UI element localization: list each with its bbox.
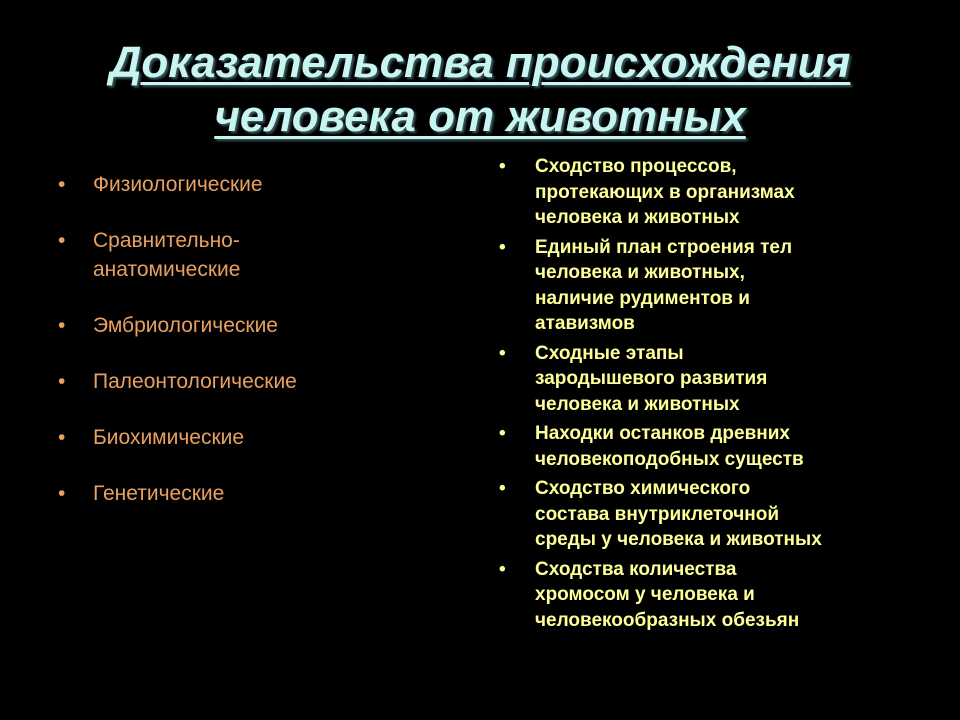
evidence-description-item	[494, 421, 944, 472]
evidence-description-list	[494, 154, 944, 637]
item-text-line: • Эмбриологические	[93, 314, 278, 337]
item-text-line: человека и животных	[535, 393, 740, 415]
item-text-line: • Сходные этапы	[535, 342, 684, 364]
evidence-type-item	[58, 479, 458, 508]
item-text-line: состава внутриклеточной	[535, 503, 780, 525]
item-text-line: • Сходство химического	[535, 478, 751, 499]
evidence-description-item	[494, 476, 944, 553]
title-line-2: человека от животных	[214, 92, 746, 141]
item-text-line: • Генетические	[93, 482, 225, 505]
evidence-types-list	[58, 170, 458, 508]
slide-title	[0, 36, 960, 144]
item-text-line: • Сравнительно-	[93, 229, 240, 252]
evidence-type-item	[58, 367, 458, 396]
item-text-line: человекообразных обезьян	[535, 609, 800, 631]
item-text-line: человекоподобных существ	[535, 448, 804, 470]
evidence-type-item	[58, 170, 458, 199]
item-text-line: атавизмов	[535, 313, 635, 334]
item-text-line: среды у человека и животных	[535, 529, 822, 550]
item-text-line: хромосом у человека и	[535, 584, 755, 605]
item-text-line: человека и животных	[535, 207, 740, 228]
item-text-line: • Сходства количества	[535, 558, 737, 580]
evidence-description-item	[494, 341, 944, 418]
item-text-line: протекающих в организмах	[535, 181, 795, 203]
evidence-description-item	[494, 557, 944, 634]
item-text-line: человека и животных,	[535, 262, 745, 283]
item-text-line: • Палеонтологические	[93, 370, 297, 393]
evidence-description-item	[494, 154, 944, 231]
evidence-type-item	[58, 423, 458, 452]
item-text-line: • Сходство процессов,	[535, 156, 737, 177]
item-text-line: наличие рудиментов и	[535, 287, 750, 309]
item-text-line: • Находки останков древних	[535, 423, 790, 444]
item-text-line: зародышевого развития	[535, 368, 768, 389]
item-text-line: • Физиологические	[93, 173, 263, 196]
evidence-type-item	[58, 226, 458, 284]
title-line-1: Доказательства происхождения	[109, 38, 851, 87]
item-text-line: • Единый план строения тел	[535, 236, 793, 258]
evidence-type-item	[58, 311, 458, 340]
item-text-line: анатомические	[93, 258, 241, 281]
item-text-line: • Биохимические	[93, 426, 245, 449]
evidence-description-item	[494, 235, 944, 337]
